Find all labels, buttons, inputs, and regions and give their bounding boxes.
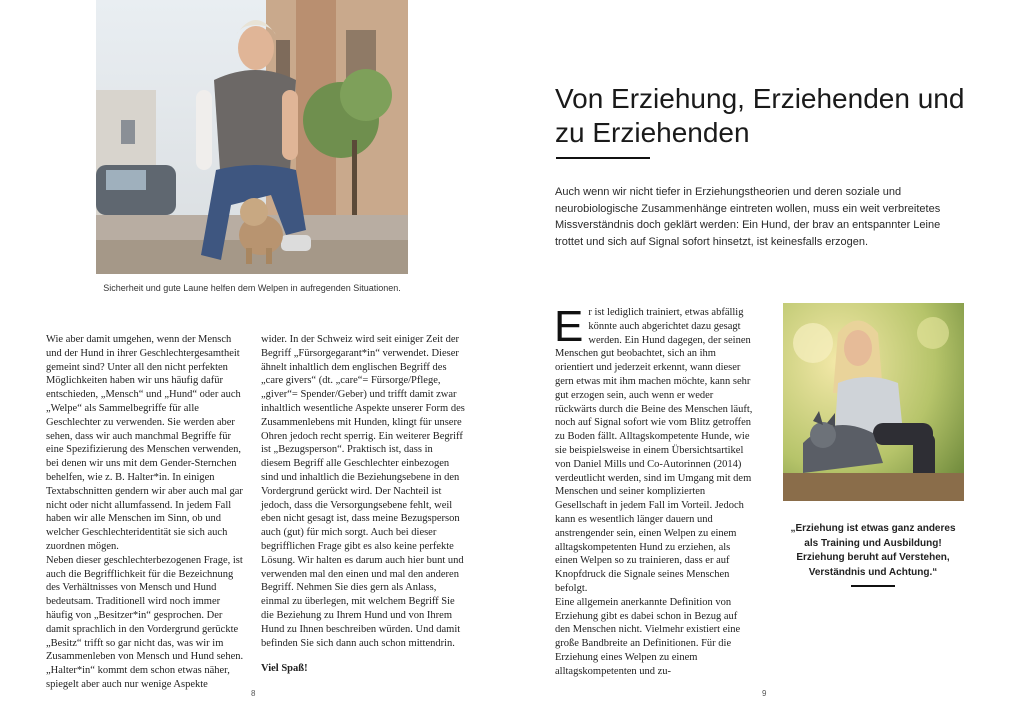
title-underline xyxy=(556,157,650,159)
paragraph: Neben dieser geschlechterbezogenen Frage, ist auch die Begrifflichkeit für die Bezeichnung des Verhältnisses von Mensch und Hund bedeutsam. Traditionell wird noch immer häufig von „Besitzer*in“ gesprochen. Der damit sprachlich in den Vordergrund gerückte „Besitz“ trifft so gar nicht das, was wir im Zusammenleben von Mensch und Hund sehen. „Halter*in“ kommt dem schon etwas näher, spiegelt aber auch nur wenige Aspekte xyxy=(46,554,244,690)
photo-woman-with-puppy xyxy=(96,0,408,274)
page-number-right: 9 xyxy=(762,689,767,698)
photo-caption: Sicherheit und gute Laune helfen dem Welpen in aufregenden Situationen. xyxy=(103,283,401,293)
left-column-1 xyxy=(46,333,247,692)
paragraph: wider. In der Schweiz wird seit einiger Zeit der Begriff „Fürsorgegarant*in“ verwendet. Dieser ähnelt inhaltlich dem englischen Begriff des „care givers“ (dt. „care“= Fürsorge/Pflege, „giver“= Spender/Geber) und trifft damit zwar inhaltlich wesentliche Aspekte unserer Form des Zusammenlebens mit Hunden, klingt für unsere Ohren jedoch recht sperrig. Ein weiterer Begriff ist „Bezugsperson“. Praktisch ist, dass in diesem Begriff alle Geschlechter einbezogen sind und inhaltlich die Beziehungsebene in den Vordergrund gerückt wird. Der Nachteil ist jedoch, dass die Versorgungsebene fehlt, weil eben nicht gesagt ist, dass meine Bezugsperson auch (gut) für mich sorgt. Auch bei dieser begrifflichen Frage gibt es also keine perfekte Lösung. Wir halten es darum auch hier bunt und verwenden mal den einen und mal den anderen Begriff. Nehmen Sie dies gern als Anlass, einmal zu überlegen, mit welchem Begriff Sie die Beziehung zu Ihrem Hund und von Ihrem Hund zu Ihnen beschreiben würden. Und damit befinden Sie sich dann auch schon mittendrin. xyxy=(261,334,465,649)
photo-woman-with-dog-image xyxy=(783,303,964,501)
paragraph xyxy=(554,302,755,596)
pull-quote: „Erziehung ist etwas ganz anderes als Training und Ausbildung! Erziehung beruht auf Verstehen, Verständnis und Achtung.“ xyxy=(790,523,956,578)
drop-cap: E xyxy=(554,302,584,351)
page-number-left: 8 xyxy=(251,689,256,698)
quote-underline xyxy=(851,585,895,587)
paragraph-text: r ist lediglich trainiert, etwas abfällig könnte auch abgerichtet dazu gesagt werden. Ein Hund dagegen, der seinen Menschen gut beobachtet, sich an ihm orientiert und jederzeit erkennt, wann dieser gern etwas mit ihm machen möchte, kann sehr gut erzogen sein, auch wenn er weder rückwärts durch die Beine des Menschen läuft, noch auf Signal sofort wie vom Blitz getroffen zu Boden fällt. Alltagskompetente Hunde, wie sie beispielsweise in einem Übersichtsartikel von Daniel Mills und Co-Autorinnen (2014) verdeutlicht werden, sind im Umgang mit dem Menschen und seiner komplizierten Gesellschaft in jedem Fall im Vorteil. Jedoch kann es wesentlich länger dauern und anstrengender sein, einen Welpen zu einem alltagskompetenten Hund zu erziehen, als einen Welpen so zu trainieren, dass er auf Knopfdruck die Signale seines Menschen befolgt. xyxy=(555,307,753,594)
photo-woman-with-dog xyxy=(783,303,964,501)
paragraph: Wie aber damit umgehen, wenn der Mensch und der Hund in ihrer Geschlechtergesamtheit gemeint sind? Unter all den nicht perfekten Möglichkeiten haben wir uns häufig dafür entschieden, „Mensch“ und „Hund“ oder auch „Welpe“ als Sammelbegriffe für alle Geschlechter zu verwenden. Sie werden aber sehen, dass wir auch manchmal Begriffe für eine Spezifizierung des Menschen verwenden, bei denen wir uns mit dem Gender-Sternchen behelfen, wie z. B. Halter*in. In einigen Textabschnitten gendern wir aber auch mal gar nicht oder nicht allumfassend. In jedem Fall haben wir alle Menschen im Sinn, ob und welcher Geschlechteridentität sie sich auch zuordnen mögen. xyxy=(46,334,243,552)
right-column-1 xyxy=(554,302,755,679)
photo-woman-with-puppy-image xyxy=(96,0,408,274)
left-column-2 xyxy=(261,333,465,676)
lead-paragraph: Auch wenn wir nicht tiefer in Erziehungstheorien und deren soziale und neurobiologische Zusammenhänge eintreten wollen, muss ein weit verbreitetes Missverständnis doch geklärt werden: Ein Hund, der brav an entspannter Leine trottet und sich auf Signal sofort hinsetzt, ist keinesfalls erzogen. xyxy=(555,186,941,248)
closing-line: Viel Spaß! xyxy=(261,663,308,675)
paragraph: Eine allgemein anerkannte Definition von Erziehung gibt es dabei schon in Bezug auf den Menschen nicht. Vielmehr existiert eine große Bandbreite an Definitionen. Für die Erziehung eines Welpen zu einem alltagskompetenten und zu- xyxy=(555,596,741,677)
chapter-title: Von Erziehung, Erziehenden und zu Erziehenden xyxy=(555,83,965,148)
